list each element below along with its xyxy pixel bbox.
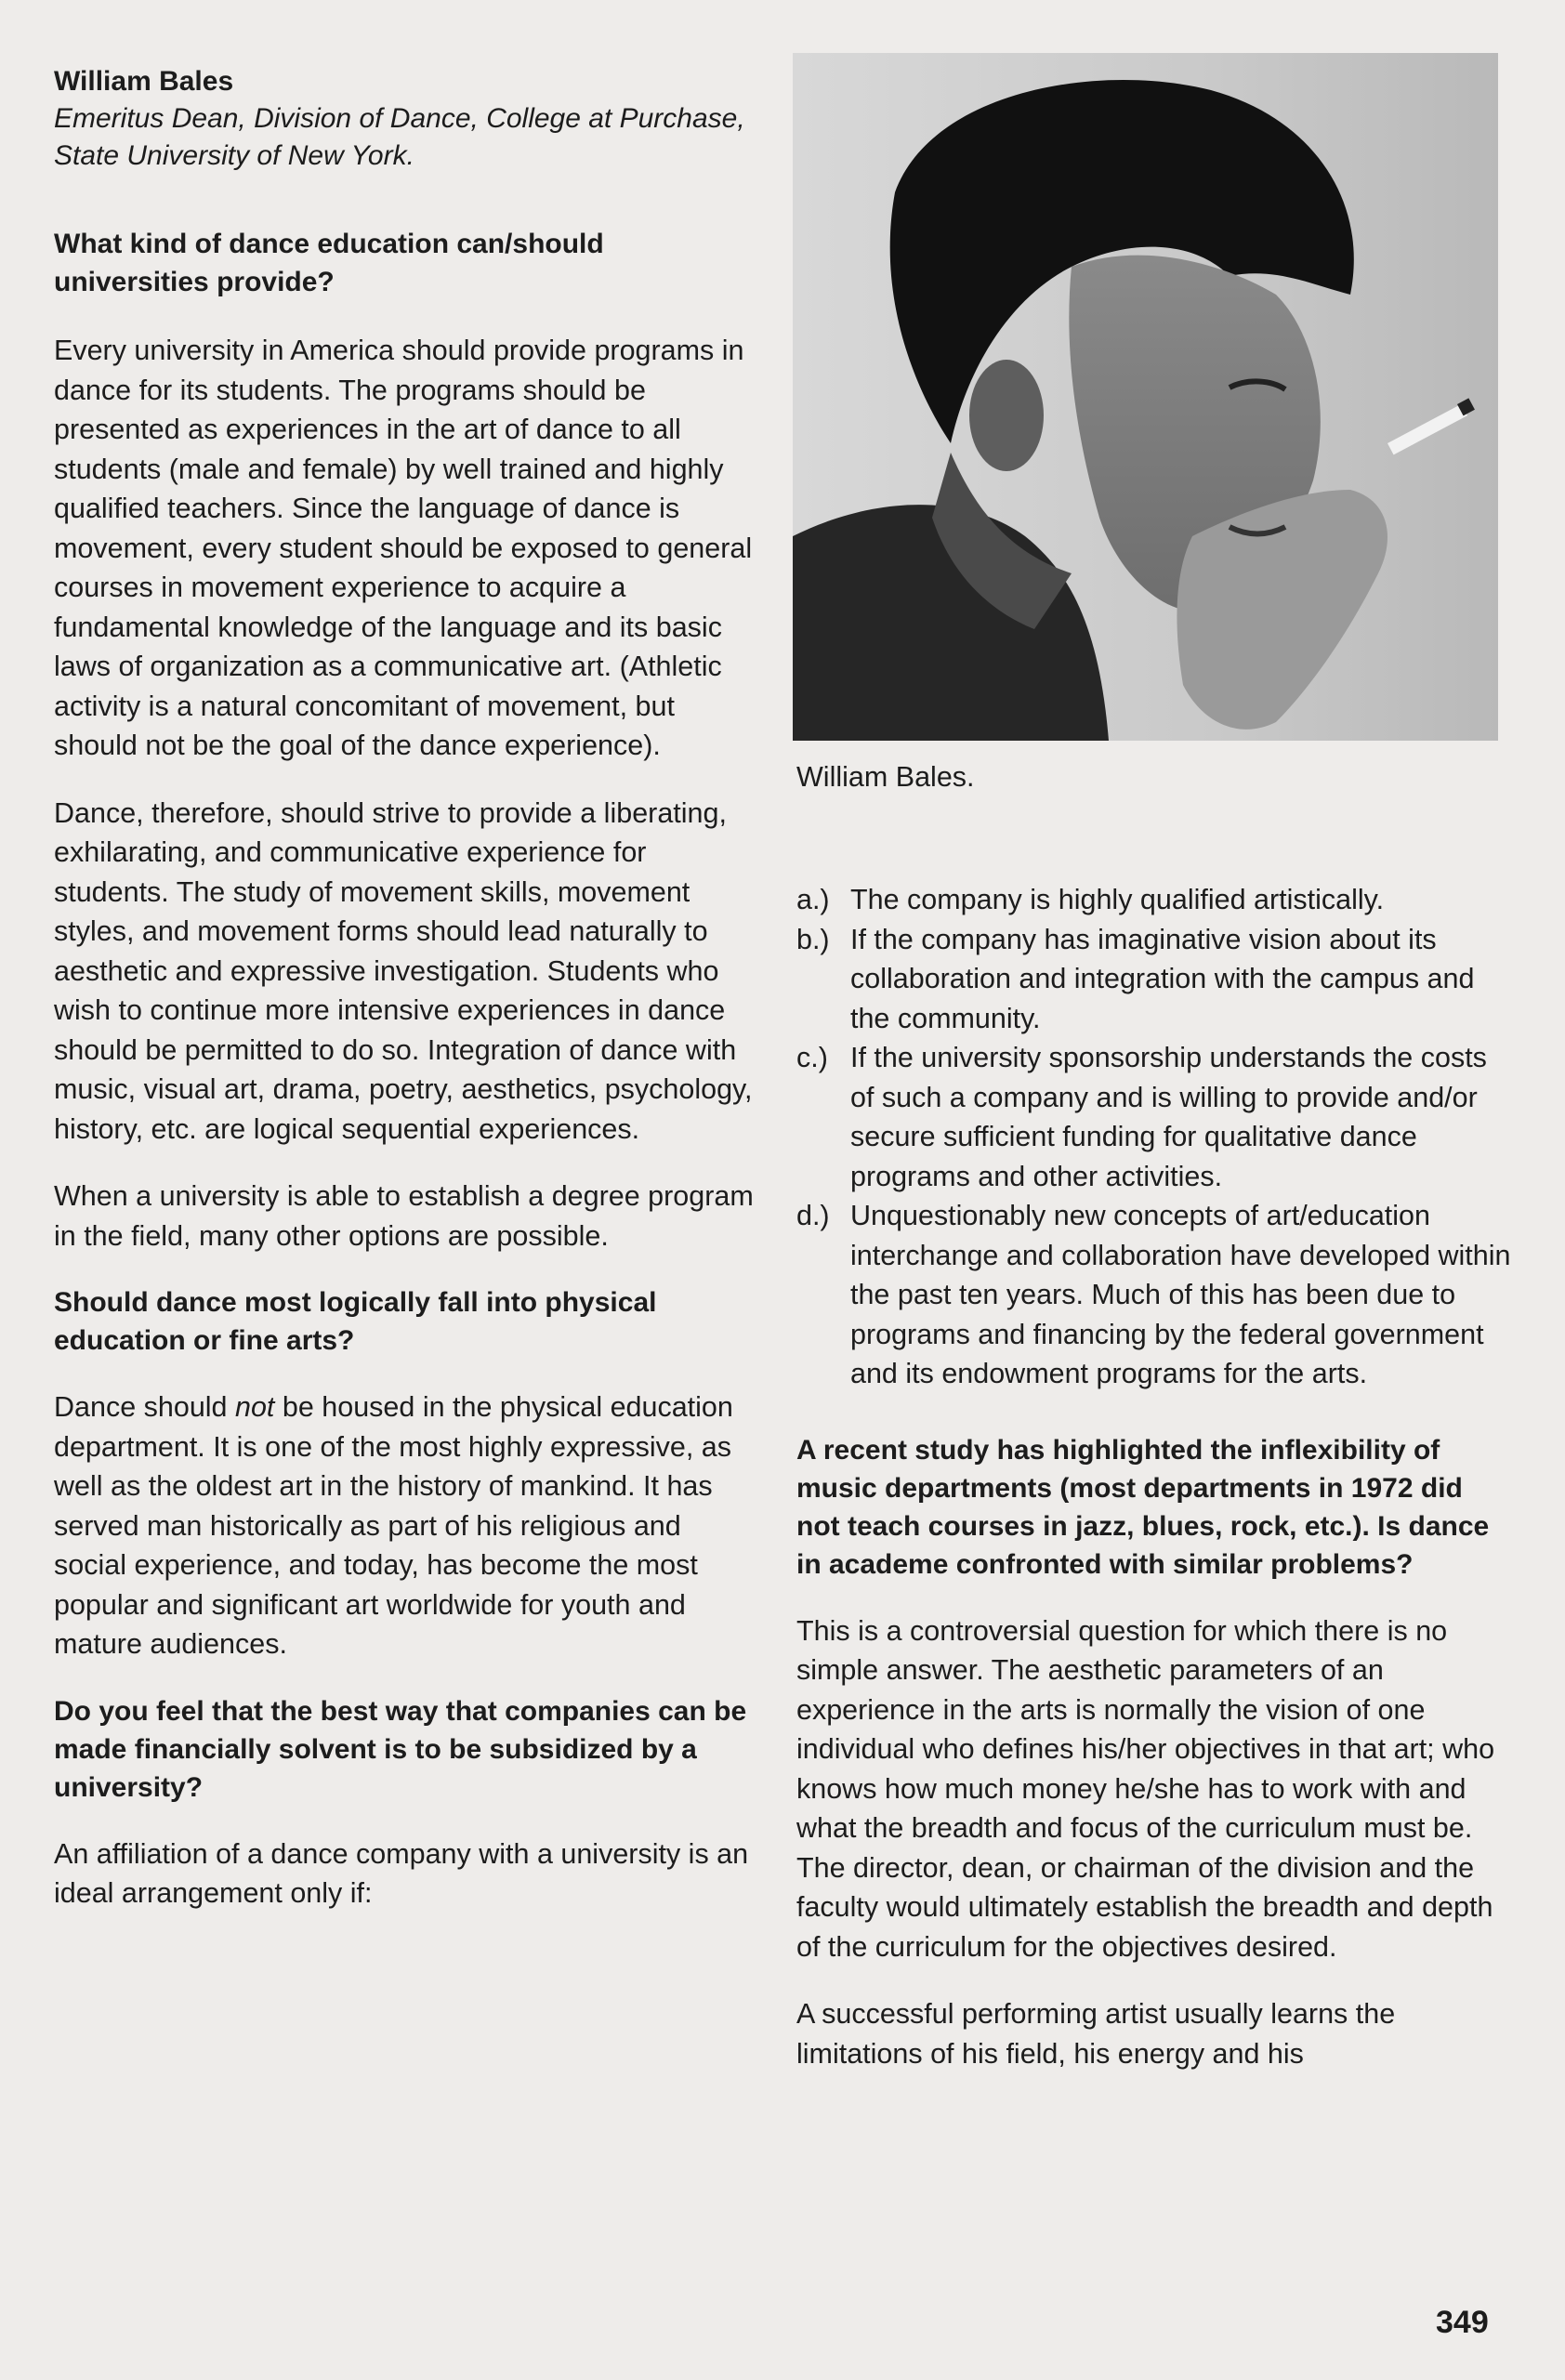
question-1: What kind of dance education can/should universities provide? bbox=[54, 229, 604, 297]
question-3: Do you feel that the best way that companies can be made financially solvent is to be subsidized by a university? bbox=[54, 1695, 747, 1803]
right-column bbox=[796, 880, 1512, 2073]
answer-4-paragraph-2: A successful performing artist usually learns the limitations of his field, his energy and his bbox=[796, 1998, 1396, 2070]
list-marker: d.) bbox=[796, 1200, 830, 1231]
answer-3: An affiliation of a dance company with a university is an ideal arrangement only if: bbox=[54, 1837, 749, 1909]
conditions-list bbox=[796, 880, 1512, 1394]
answer-2 bbox=[54, 1387, 760, 1664]
answer-1-paragraph-1: Every university in America should provide programs in dance for its students. The programs should be presented as experiences in the art of dance to all students (male and female) by well trained and highly qualified teachers. Since the language of dance is movement, every student should be exposed to general courses in movement experience to acquire a fundamental knowledge of the language and its basic laws of organization as a communicative art. (Athletic activity is a natural concomitant of movement, but should not be the goal of the dance experience). bbox=[54, 335, 753, 761]
answer-2-emphasis: not bbox=[235, 1391, 275, 1423]
photo-caption: William Bales. bbox=[796, 761, 975, 793]
list-marker: b.) bbox=[796, 923, 830, 955]
list-item bbox=[796, 1196, 1512, 1394]
page-number: 349 bbox=[1436, 2305, 1489, 2340]
answer-2-rest: be housed in the physical education department. It is one of the most highly expressive, as well as the oldest art in the history of mankind. It has served man historically as part of his religious and social experience, and today, has become the most popular and significant art worldwide for youth and mature audiences. bbox=[54, 1391, 733, 1660]
list-item-text: If the company has imaginative vision about its collaboration and integration with the campus and the community. bbox=[850, 923, 1475, 1034]
list-item-text: If the university sponsorship understands the costs of such a company and is willing to provide and/or secure sufficient funding for qualitative dance programs and other activities. bbox=[850, 1042, 1487, 1192]
answer-2-lead: Dance should bbox=[54, 1391, 235, 1423]
question-2: Should dance most logically fall into physical education or fine arts? bbox=[54, 1287, 657, 1356]
left-column bbox=[54, 63, 760, 1913]
author-name: William Bales bbox=[54, 66, 234, 97]
portrait-illustration bbox=[793, 53, 1498, 741]
question-4: A recent study has highlighted the inflexibility of music departments (most departments in 1972 did not teach courses in jazz, blues, rock, etc.). Is dance in academe confronted with similar problems? bbox=[796, 1434, 1490, 1580]
list-marker: c.) bbox=[796, 1042, 828, 1073]
answer-1-paragraph-3: When a university is able to establish a degree program in the field, many other options are possible. bbox=[54, 1180, 754, 1252]
author-title: Emeritus Dean, Division of Dance, College at Purchase, State University of New York. bbox=[54, 103, 745, 171]
list-item-text: Unquestionably new concepts of art/education interchange and collaboration have developed within the past ten years. Much of this has been due to programs and financing by the federal government and its endowment programs for the arts. bbox=[850, 1200, 1511, 1389]
list-item bbox=[796, 920, 1512, 1039]
list-item-text: The company is highly qualified artistically. bbox=[850, 884, 1385, 915]
list-marker: a.) bbox=[796, 884, 830, 915]
answer-4-paragraph-1: This is a controversial question for which there is no simple answer. The aesthetic parameters of an experience in the arts is normally the vision of one individual who defines his/her objectives in that art; who knows how much money he/she has to work with and what the breadth and focus of the curriculum must be. The director, dean, or chairman of the division and the faculty would ultimately establish the breadth and depth of the curriculum for the objectives desired. bbox=[796, 1614, 1495, 1963]
list-item bbox=[796, 1038, 1512, 1196]
portrait-photo bbox=[793, 53, 1498, 741]
list-item bbox=[796, 880, 1512, 920]
answer-1-paragraph-2: Dance, therefore, should strive to provide a liberating, exhilarating, and communicative experience for students. The study of movement skills, movement styles, and movement forms should lead naturally to aesthetic and expressive investigation. Students who wish to continue more intensive experiences in dance should be permitted to do so. Integration of dance with music, visual art, drama, poetry, aesthetics, psychology, history, etc. are logical sequential experiences. bbox=[54, 796, 753, 1145]
